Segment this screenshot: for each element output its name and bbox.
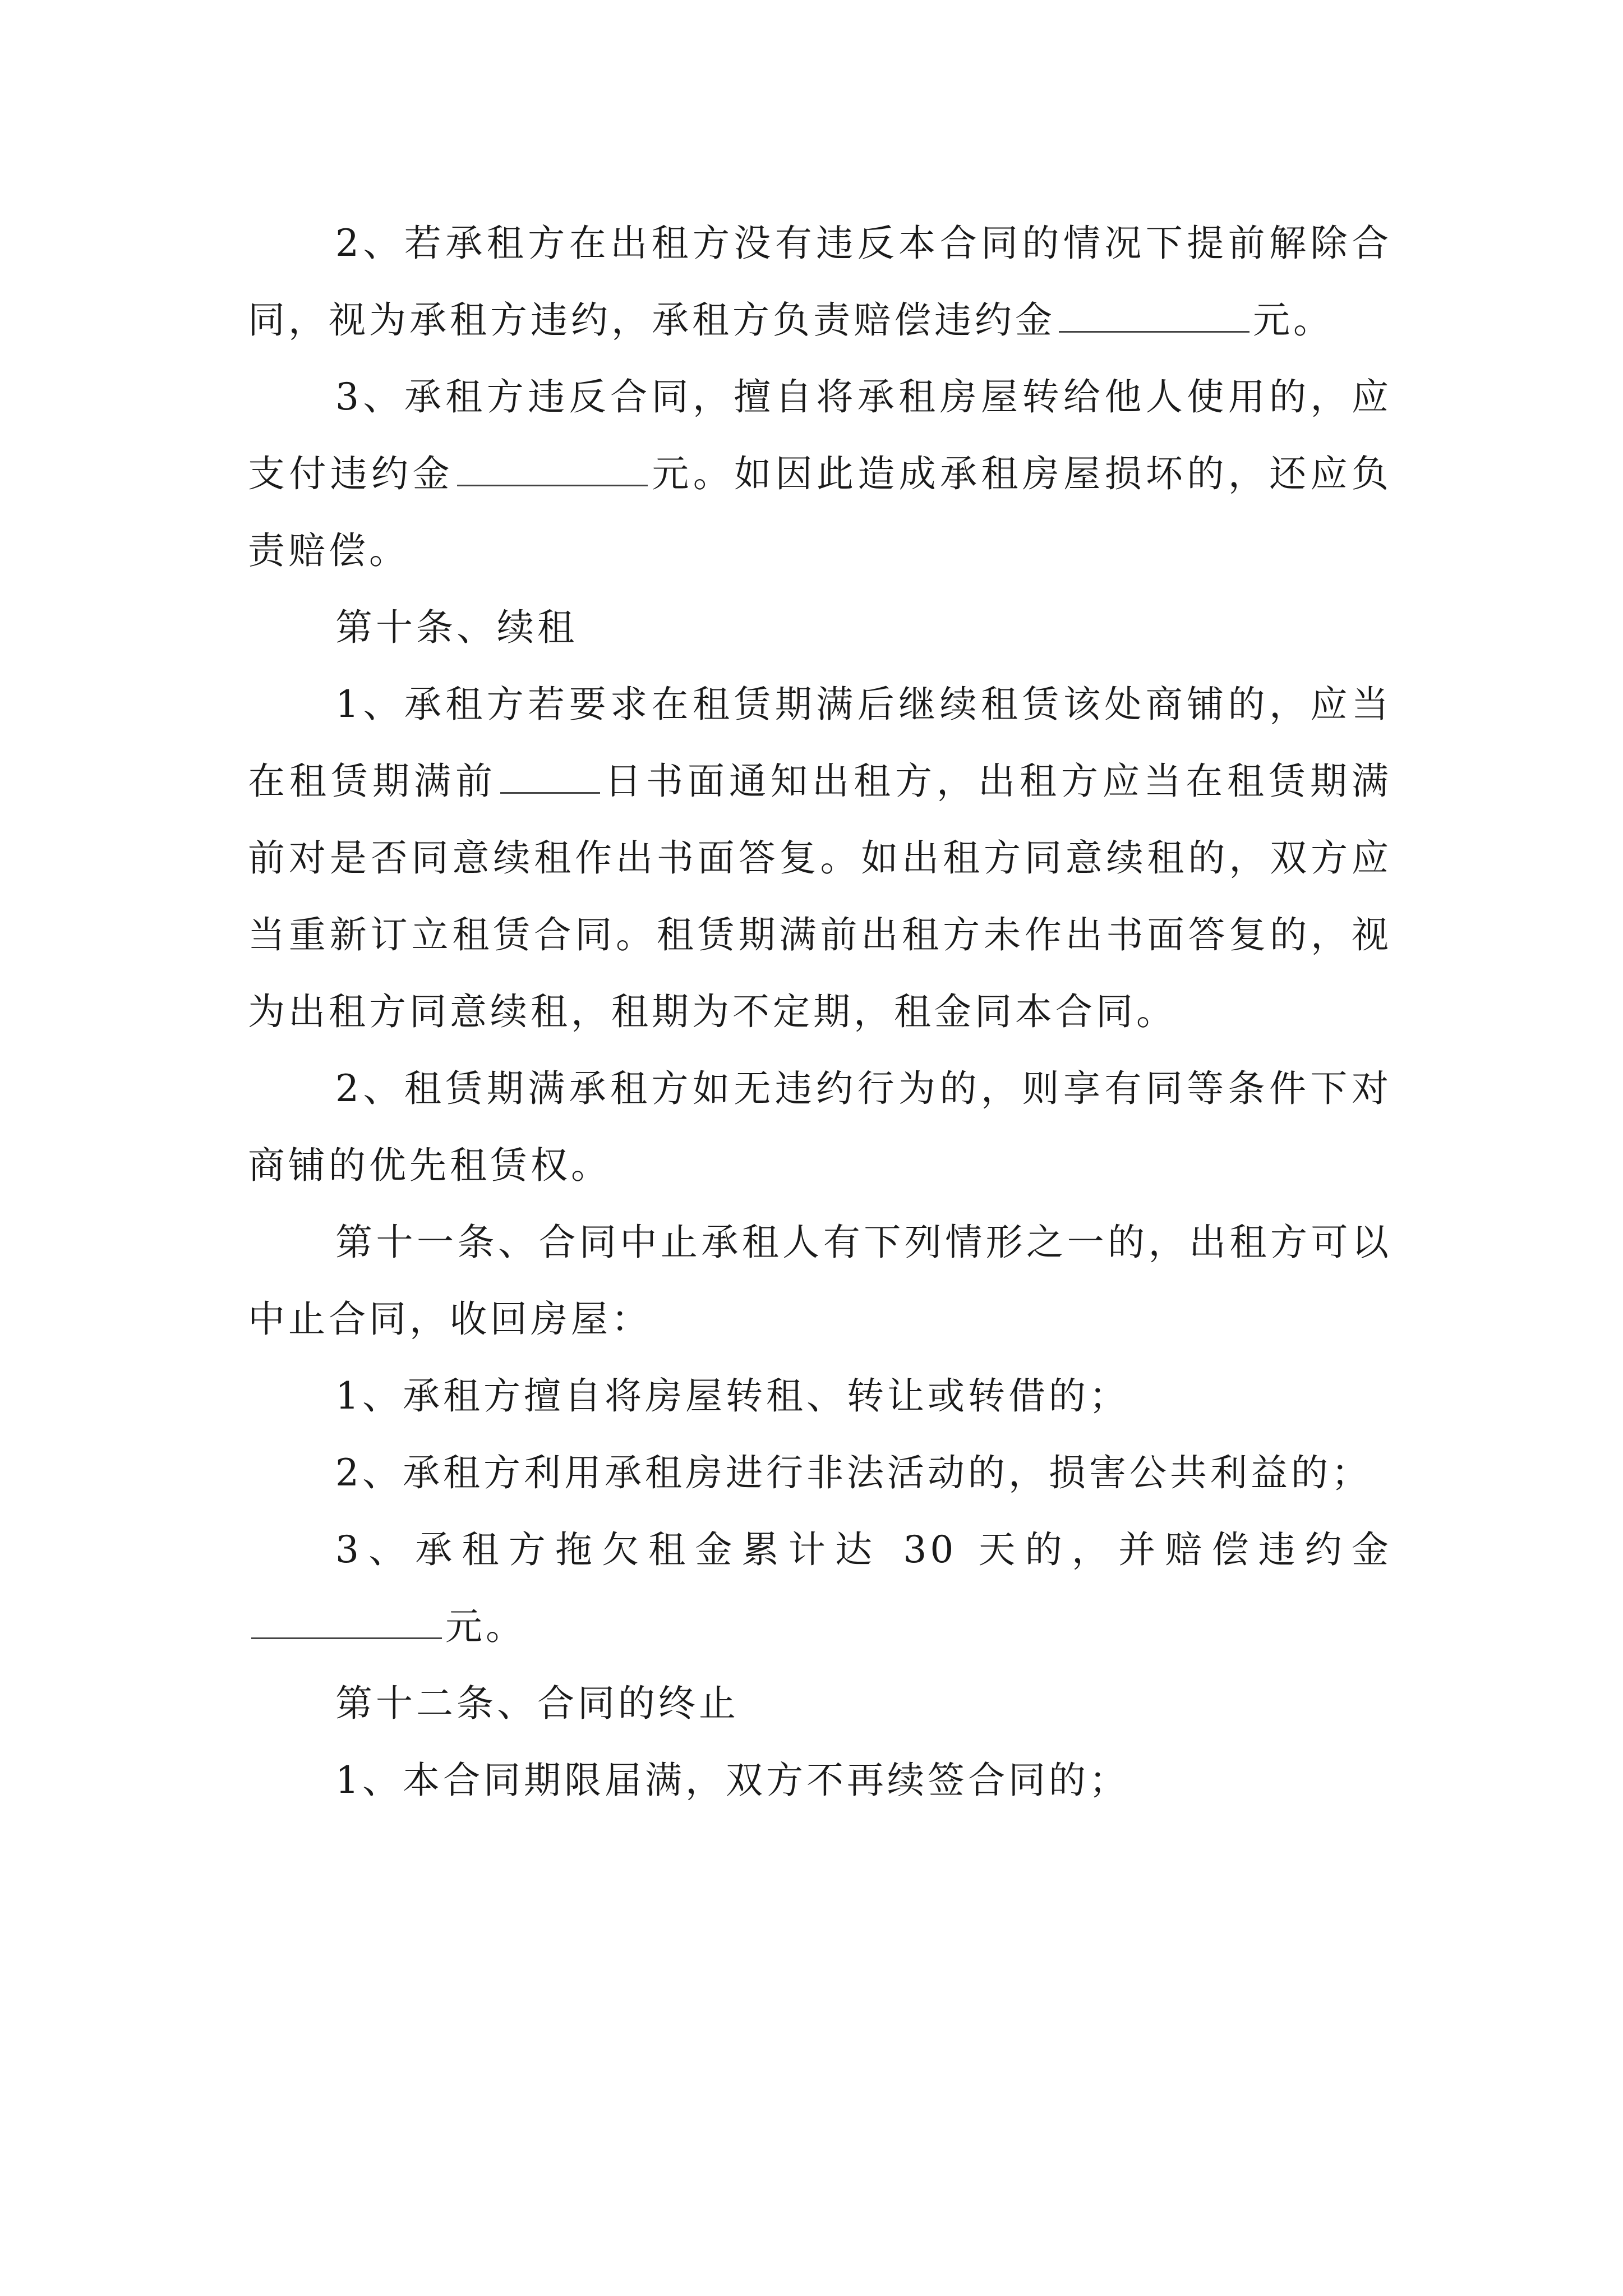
clause-text: 日书面通知出租方，出租方应当在租赁期满前对是否同意续租作出书面答复。如出租方同意续租的，双方应当重新订立租赁合同。租赁期满前出租方未作出书面答复的，视为出租方同意续租，租期为不定期，租金同本合同。 <box>248 760 1392 1033</box>
clause-text: 3、承租方拖欠租金累计达 30 天的，并赔偿违约金 <box>335 1528 1392 1571</box>
section-heading-suspension: 第十一条、合同中止承租人有下列情形之一的，出租方可以中止合同，收回房屋： <box>248 1221 1392 1341</box>
fill-in-blank <box>251 1605 442 1639</box>
clause-sublet: 1、承租方擅自将房屋转租、转让或转借的； <box>335 1374 1129 1418</box>
section-heading-termination: 第十二条、合同的终止 <box>335 1682 739 1725</box>
fill-in-blank <box>1059 298 1249 333</box>
clause-text: 1、承租方若要求在租赁期满后继续租赁该处商铺的，应当在租赁期满前 <box>248 683 1392 803</box>
clause-renewal-request <box>248 666 1392 1050</box>
clause-rent-arrears <box>248 1511 1392 1665</box>
clause-priority-lease: 2、租赁期满承租方如无违约行为的，则享有同等条件下对商铺的优先租赁权。 <box>248 1067 1392 1187</box>
section-heading-renewal: 第十条、续租 <box>335 606 578 649</box>
clause-early-termination <box>248 205 1392 358</box>
clause-sublet-penalty <box>248 358 1392 589</box>
fill-in-blank <box>500 760 600 794</box>
clause-text: 元。 <box>1253 298 1334 342</box>
fill-in-blank <box>457 452 648 486</box>
clause-text: 3、承租方违反合同，擅自将承租房屋转给他人使用的，应支付违约金 <box>248 375 1392 495</box>
clause-text: 2、若承租方在出租方没有违反本合同的情况下提前解除合同，视为承租方违约，承租方负责赔偿违约金 <box>248 222 1392 342</box>
clause-text: 元。 <box>445 1605 526 1648</box>
clause-text: 元。如因此造成承租房屋损坏的，还应负责赔偿。 <box>248 452 1393 572</box>
contract-body <box>248 205 1392 1819</box>
clause-term-expiry: 1、本合同期限届满，双方不再续签合同的； <box>335 1759 1129 1802</box>
clause-illegal-activity: 2、承租方利用承租房进行非法活动的，损害公共利益的； <box>335 1451 1372 1494</box>
